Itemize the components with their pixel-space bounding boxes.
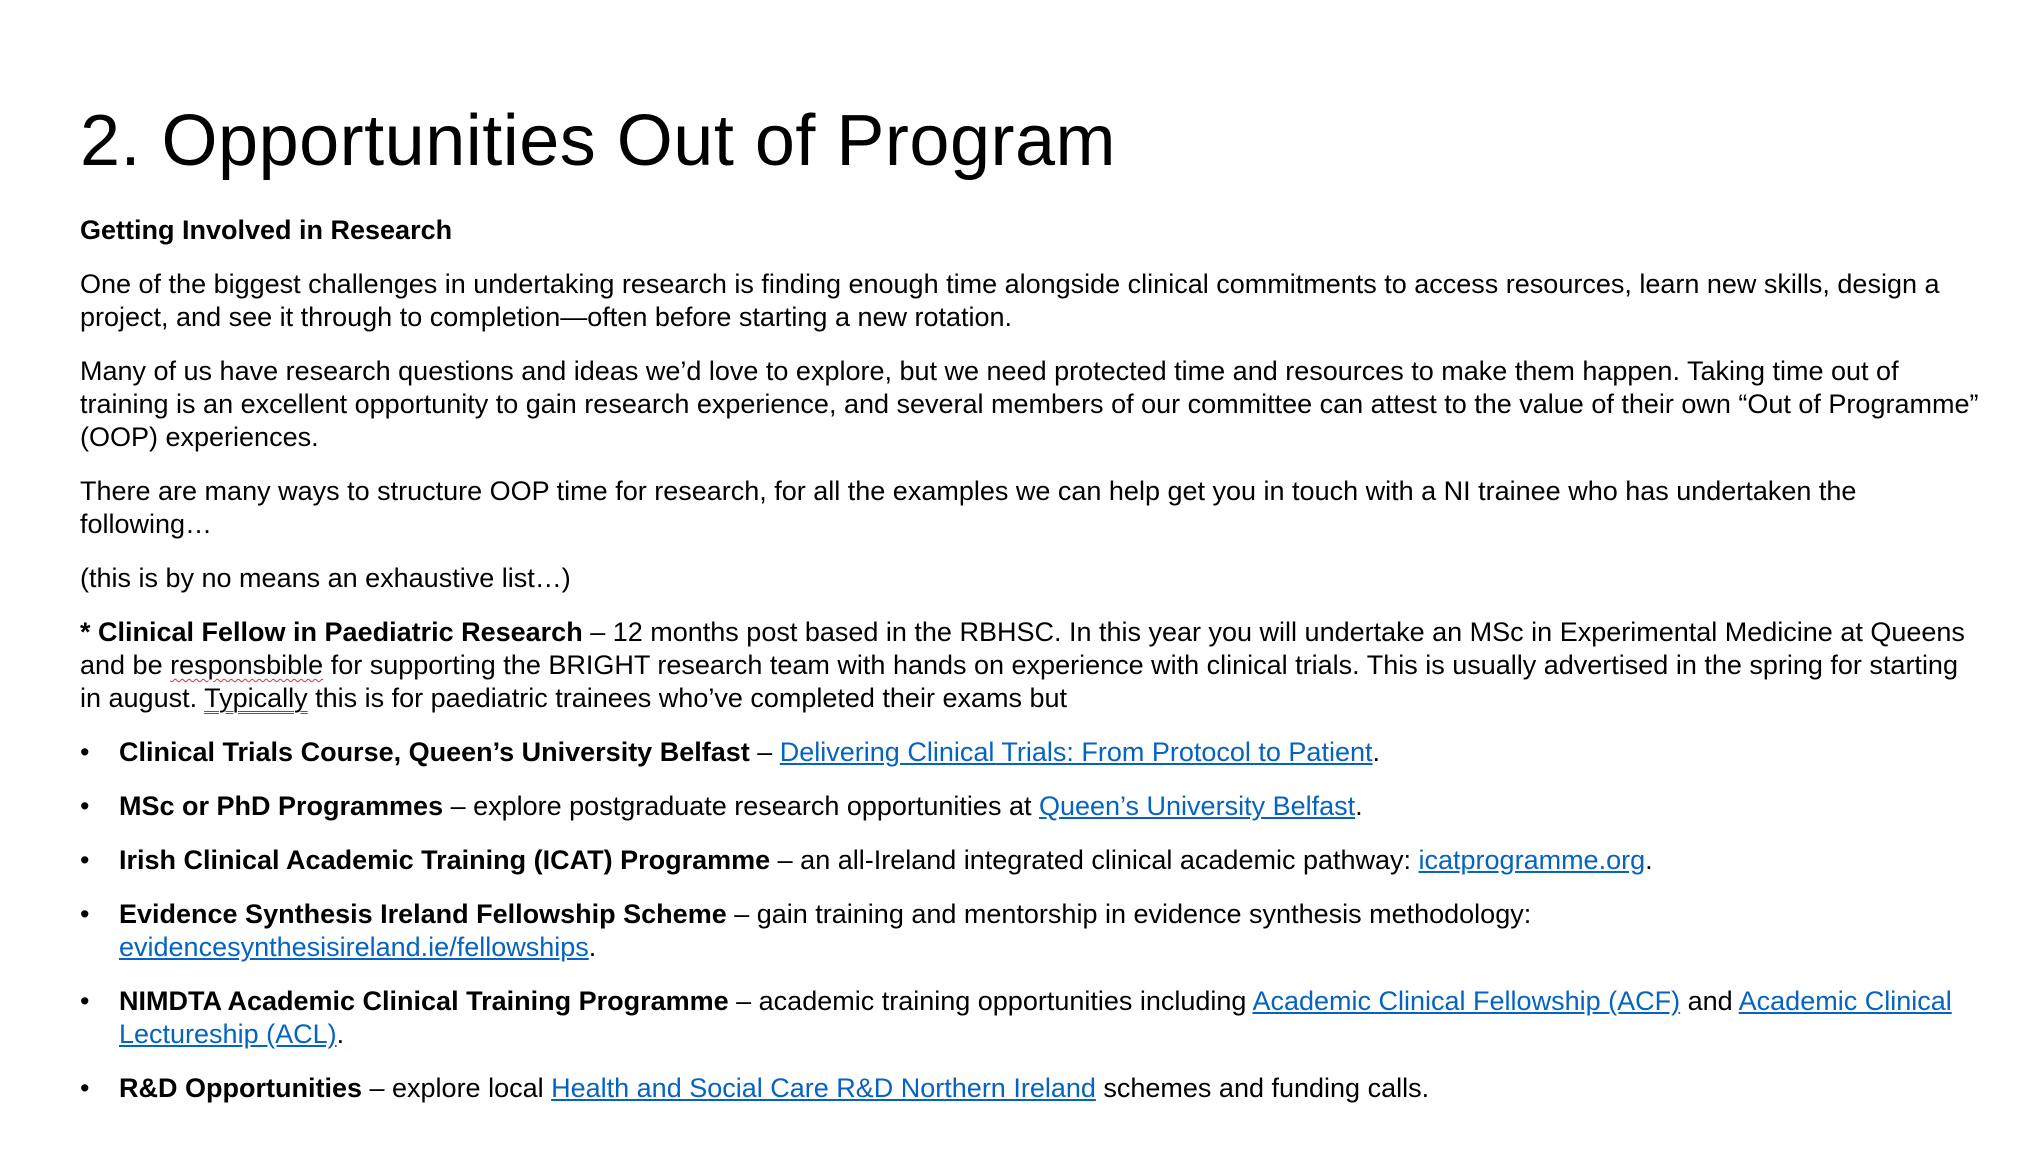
list-item-label: R&D Opportunities [119,1073,362,1103]
list-item-label: Irish Clinical Academic Training (ICAT) Programme [119,845,771,875]
slide-body [80,214,1980,1126]
clinical-fellow-label: * Clinical Fellow in Paediatric Research [80,617,583,647]
bullet-icon: • [80,899,90,929]
list-item-text: – [749,737,780,767]
bullet-icon: • [80,791,90,821]
list-item-text: – explore postgraduate research opportunities at [443,791,1039,821]
grammar-flagged-word[interactable]: Typically [204,683,308,713]
clinical-fellow-text-c: this is for paediatric trainees who’ve completed their exams but [307,683,1068,713]
section-heading [80,214,1980,247]
list-item-text: – academic training opportunities including [728,986,1253,1016]
list-item-end: . [1645,845,1653,875]
paragraph-not-exhaustive: (this is by no means an exhaustive list…) [80,563,571,593]
section-heading-text: Getting Involved in Research [80,215,453,245]
list-item-text: – an all-Ireland integrated clinical academic pathway: [770,845,1419,875]
list-item-icat [80,844,1980,877]
list-item-label: MSc or PhD Programmes [119,791,444,821]
slide-title: 2. Opportunities Out of Program [80,101,1116,181]
paragraph-oop-ways: There are many ways to structure OOP time for research, for all the examples we can help get you in touch with a NI trainee who has undertaken the following… [80,476,1857,539]
paragraph-challenges: One of the biggest challenges in undertaking research is finding enough time alongside clinical commitments to access resources, learn new skills, design a project, and see it through to completion—often before starting a new rotation. [80,269,1940,332]
clinical-fellow-text-a: – 12 months post based in the RBHSC. In this year you will undertake an MSc in Experimental Medicine at Queens and be [80,617,1965,680]
academic-clinical-lectureship-link[interactable]: Academic Clinical Lectureship (ACL) [119,986,1952,1049]
icatprogramme-link[interactable]: icatprogramme.org [1418,845,1646,875]
paragraph-clinical-fellow [80,616,1980,715]
list-item-evidence-synthesis [80,898,1980,964]
paragraph-protected-time: Many of us have research questions and ideas we’d love to explore, but we need protected time and resources to make them happen. Taking time out of training is an excellent opportunity to gain research experience, and several members of our committee can attest to the value of their own “Out of Programme” (OOP) experiences. [80,356,1979,452]
list-item-end: . [1372,737,1380,767]
list-item-rd-opportunities [80,1072,1980,1105]
bullet-icon: • [80,845,90,875]
list-item-label: NIMDTA Academic Clinical Training Programme [119,986,729,1016]
queens-university-belfast-link[interactable]: Queen’s University Belfast [1038,791,1356,821]
misspelled-word[interactable]: responsbible [170,650,324,680]
hsc-rd-northern-ireland-link[interactable]: Health and Social Care R&D Northern Ireland [551,1073,1096,1103]
list-item-end: schemes and funding calls. [1095,1073,1430,1103]
list-item-label: Clinical Trials Course, Queen’s University Belfast [119,737,750,767]
bullet-icon: • [80,986,90,1016]
bullet-icon: • [80,1073,90,1103]
list-item-mid: and [1680,986,1739,1016]
list-item-end: . [588,932,597,962]
list-item-end: . [336,1019,345,1049]
list-item-text: – gain training and mentorship in evidence synthesis methodology: [726,899,1532,929]
list-item-nimdta [80,985,1980,1051]
list-item-text: – explore local [362,1073,552,1103]
list-item-label: Evidence Synthesis Ireland Fellowship Scheme [119,899,727,929]
academic-clinical-fellowship-link[interactable]: Academic Clinical Fellowship (ACF) [1252,986,1681,1016]
bullet-icon: • [80,737,90,767]
list-item-msc-phd [80,790,1980,823]
list-item-clinical-trials-course [80,736,1980,769]
list-item-end: . [1355,791,1363,821]
delivering-clinical-trials-link[interactable]: Delivering Clinical Trials: From Protocol to Patient [779,737,1373,767]
evidence-synthesis-fellowships-link[interactable]: evidencesynthesisireland.ie/fellowships [119,932,589,962]
clinical-fellow-text-b: for supporting the BRIGHT research team with hands on experience with clinical trials. This is usually advertised in the spring for starting in august. [80,650,1958,713]
opportunities-list [80,736,1980,1105]
